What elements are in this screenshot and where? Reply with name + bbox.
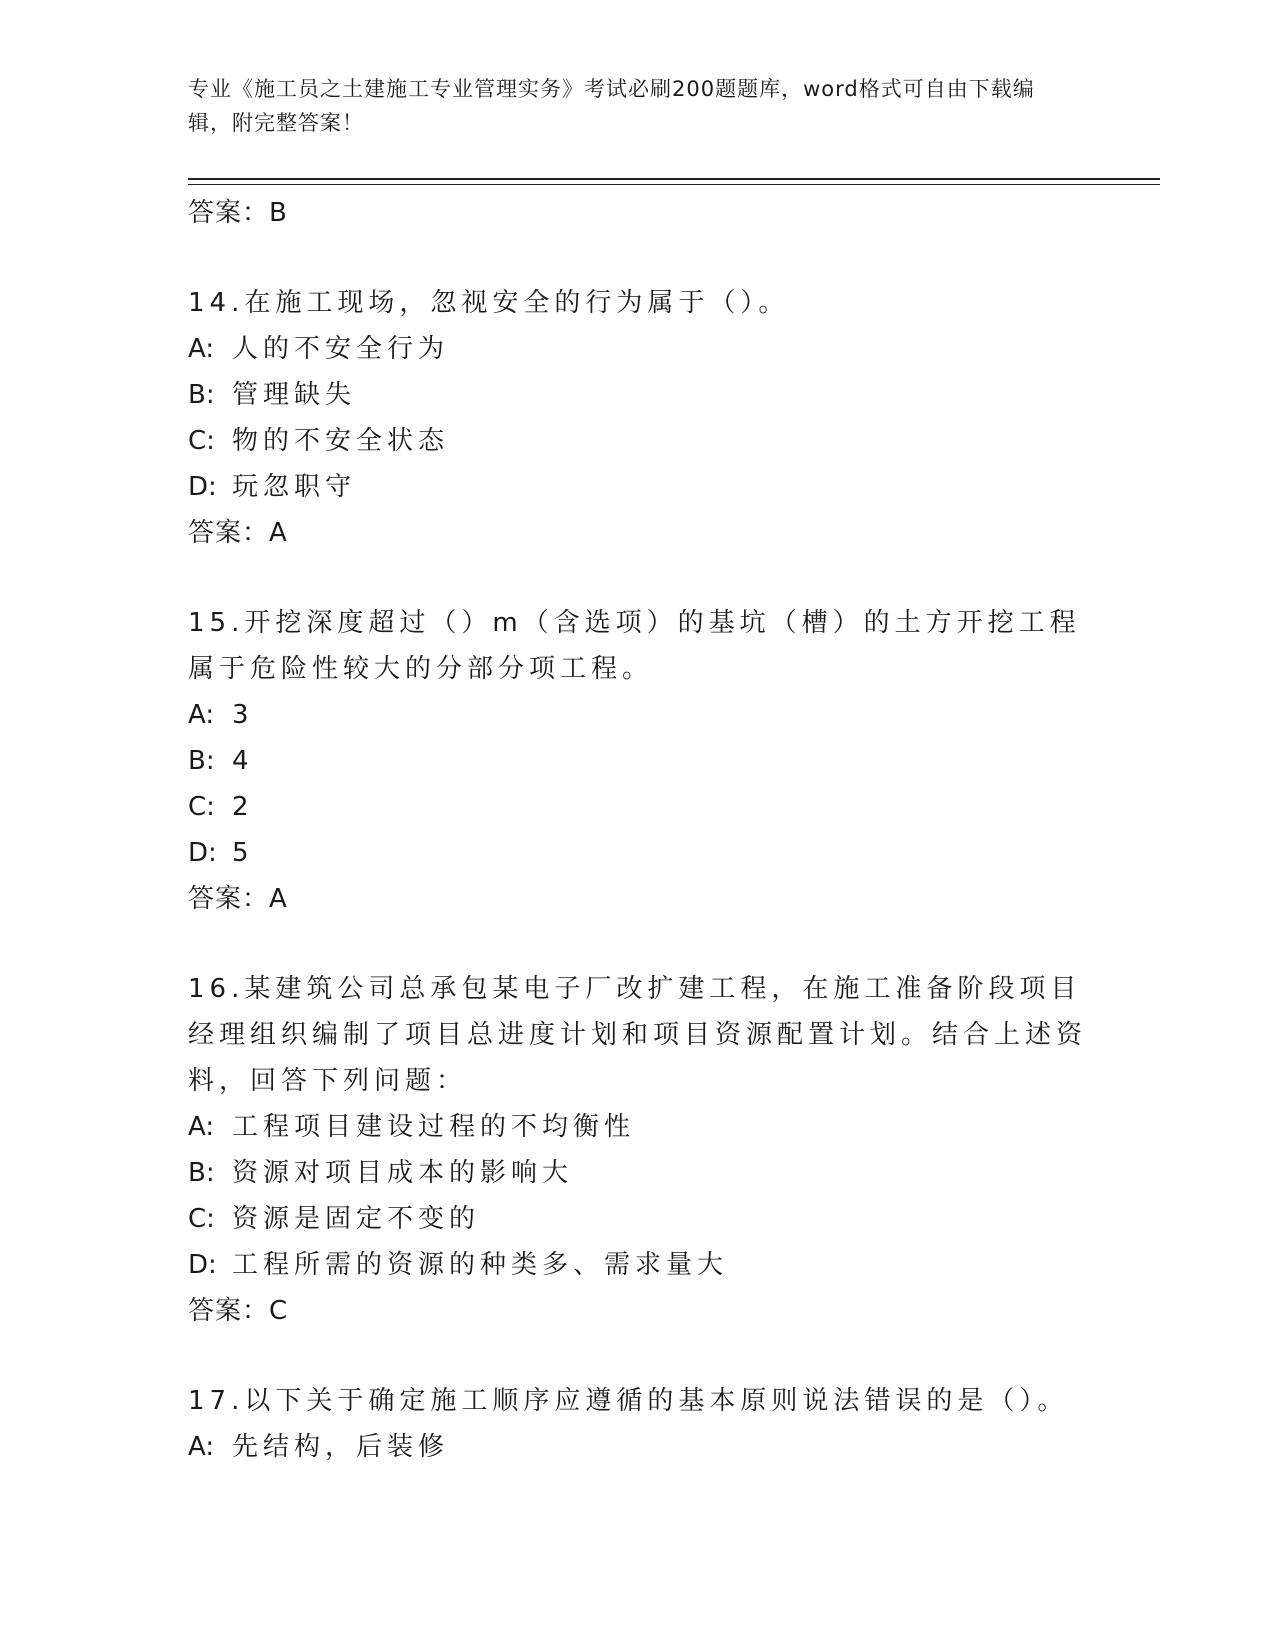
option-b xyxy=(188,738,1088,784)
option-a xyxy=(188,1424,1088,1470)
question-number: 17. xyxy=(188,1386,245,1416)
option-letter: B: xyxy=(188,1158,215,1188)
question-stem: 以下关于确定施工顺序应遵循的基本原则说法错误的是（）。 xyxy=(244,1386,1069,1416)
header-rule-thin xyxy=(188,184,1160,185)
option-letter: D: xyxy=(188,472,217,502)
spacer xyxy=(188,1334,1088,1378)
option-text: 工程项目建设过程的不均衡性 xyxy=(232,1112,636,1142)
option-letter: A: xyxy=(188,700,215,730)
answer-value: A xyxy=(269,884,288,914)
question-text xyxy=(188,1378,1088,1424)
option-c xyxy=(188,784,1088,830)
option-b xyxy=(188,372,1088,418)
answer-label: 答案： xyxy=(188,884,270,914)
option-text: 玩忽职守 xyxy=(232,472,357,502)
option-d xyxy=(188,464,1088,510)
previous-answer xyxy=(188,190,1088,236)
answer-label: 答案： xyxy=(188,1296,270,1326)
question-text xyxy=(188,600,1088,692)
question-answer xyxy=(188,1288,1088,1334)
option-text: 先结构，后装修 xyxy=(232,1432,450,1462)
option-letter: A: xyxy=(188,1112,215,1142)
question-number: 14. xyxy=(188,288,245,318)
option-letter: D: xyxy=(188,838,217,868)
option-a xyxy=(188,692,1088,738)
question-stem: 在施工现场，忽视安全的行为属于（）。 xyxy=(244,288,790,318)
option-text: 3 xyxy=(232,700,254,730)
question-number: 16. xyxy=(188,974,245,1004)
option-d xyxy=(188,830,1088,876)
question-item xyxy=(188,966,1088,1334)
option-letter: C: xyxy=(188,426,215,456)
question-answer xyxy=(188,876,1088,922)
option-text: 资源是固定不变的 xyxy=(232,1204,481,1234)
option-letter: A: xyxy=(188,1432,215,1462)
option-text: 物的不安全状态 xyxy=(232,426,450,456)
question-number: 15. xyxy=(188,608,245,638)
answer-value: A xyxy=(269,518,288,548)
option-text: 资源对项目成本的影响大 xyxy=(232,1158,574,1188)
option-a xyxy=(188,326,1088,372)
question-item xyxy=(188,280,1088,556)
question-stem: 开挖深度超过（）m（含选项）的基坑（槽）的土方开挖工程属于危险性较大的分部分项工程。 xyxy=(188,608,1081,684)
option-text: 管理缺失 xyxy=(232,380,357,410)
option-c xyxy=(188,418,1088,464)
spacer xyxy=(188,922,1088,966)
answer-value: C xyxy=(269,1296,289,1326)
document-header: 专业《施工员之土建施工专业管理实务》考试必刷200题题库，word格式可自由下载编辑，附完整答案！ xyxy=(188,77,1035,135)
option-text: 5 xyxy=(232,838,254,868)
option-letter: A: xyxy=(188,334,215,364)
option-a xyxy=(188,1104,1088,1150)
header-rule-thick xyxy=(188,178,1160,180)
answer-label: 答案： xyxy=(188,198,270,228)
question-stem: 某建筑公司总承包某电子厂改扩建工程，在施工准备阶段项目经理组织编制了项目总进度计划和项目资源配置计划。结合上述资料，回答下列问题： xyxy=(188,974,1088,1096)
option-b xyxy=(188,1150,1088,1196)
option-text: 工程所需的资源的种类多、需求量大 xyxy=(232,1250,729,1280)
option-letter: C: xyxy=(188,1204,215,1234)
option-letter: B: xyxy=(188,380,215,410)
option-c xyxy=(188,1196,1088,1242)
option-letter: B: xyxy=(188,746,215,776)
option-d xyxy=(188,1242,1088,1288)
spacer xyxy=(188,556,1088,600)
question-text xyxy=(188,966,1088,1104)
question-item xyxy=(188,1378,1088,1470)
answer-label: 答案： xyxy=(188,518,270,548)
question-answer xyxy=(188,510,1088,556)
answer-value: B xyxy=(269,198,288,228)
spacer xyxy=(188,236,1088,280)
option-letter: C: xyxy=(188,792,215,822)
option-text: 4 xyxy=(232,746,254,776)
question-text xyxy=(188,280,1088,326)
option-letter: D: xyxy=(188,1250,217,1280)
question-item xyxy=(188,600,1088,922)
option-text: 2 xyxy=(232,792,254,822)
option-text: 人的不安全行为 xyxy=(232,334,450,364)
question-list xyxy=(188,190,1088,1470)
